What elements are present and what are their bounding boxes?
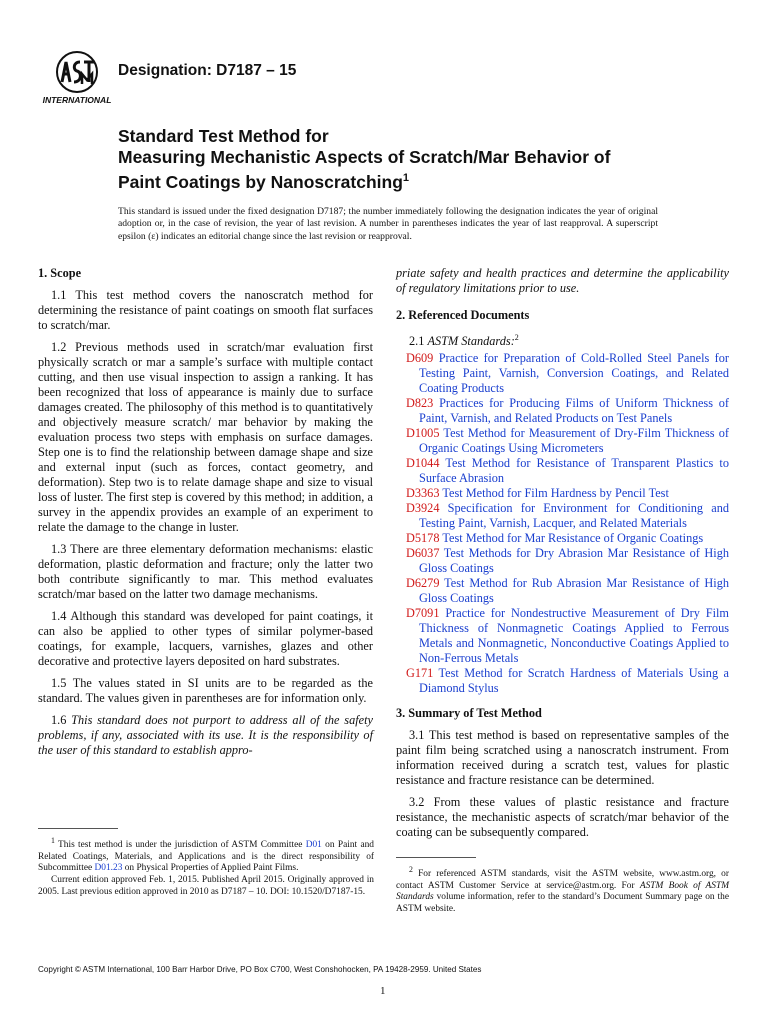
subcommittee-link[interactable]: D01.23 bbox=[94, 863, 123, 874]
document-title bbox=[118, 126, 738, 193]
scope-1-6: 1.6 This standard does not purport to address all of the safety problems, if any, associated with its use. It is the responsibility of the user of this standard to establish appro- bbox=[38, 713, 373, 757]
reference-code-link[interactable]: D5178 bbox=[406, 531, 440, 546]
scope-1-3: 1.3 There are three elementary deformation mechanisms: elastic deformation, plastic deformation and fracture; only the latter two both contribute significantly to mar. This method evaluates scratch/mar based on the latter two damage mechanisms. bbox=[38, 542, 373, 601]
scope-1-1: 1.1 This test method covers the nanoscratch method for determining the resistance of paint coatings on smooth flat surfaces to scratch/mar. bbox=[38, 288, 373, 332]
reference-item bbox=[406, 531, 729, 546]
summary-heading: 3. Summary of Test Method bbox=[396, 706, 542, 721]
reference-item bbox=[406, 606, 729, 666]
title-line-1: Standard Test Method for bbox=[118, 126, 329, 146]
scope-heading: 1. Scope bbox=[38, 266, 82, 280]
reference-item bbox=[406, 501, 729, 531]
left-column bbox=[38, 266, 373, 765]
copyright-line: Copyright © ASTM International, 100 Barr Harbor Drive, PO Box C700, West Conshohocken, PA 19428-2959. United States bbox=[38, 965, 482, 974]
reference-title-link[interactable]: Test Method for Mar Resistance of Organic Coatings bbox=[439, 531, 704, 546]
footnote-2: $^2$ For referenced ASTM standards, visit the ASTM website, www.astm.org, or contact ASTM Customer Service at service@astm.org. For ASTM Book of ASTM Standards volume information, refer to the standard’s Document Summary page on the ASTM website. bbox=[396, 857, 729, 916]
reference-item bbox=[406, 576, 729, 606]
committee-link[interactable]: D01 bbox=[305, 840, 322, 851]
reference-code-link[interactable]: D609 bbox=[406, 351, 434, 366]
footnote-1: $^1$ This test method is under the jurisdiction of ASTM Committee D01 on Paint and Related Coatings, Materials, and Applications and is the direct responsibility of Subcommittee D01.23 on Physical Properties of Applied Paint Films. Current edition approved Feb. 1, 2015. Published April 2015. Originally approved in 2005. Last previous edition approved in 2010 as D7187 – 10. DOI: 10.1520/D7187-15. bbox=[38, 828, 374, 898]
reference-list bbox=[406, 351, 729, 696]
reference-item bbox=[406, 666, 729, 696]
reference-code-link[interactable]: D3363 bbox=[406, 486, 440, 501]
reference-code-link[interactable]: D6037 bbox=[406, 546, 440, 561]
footnote-rule bbox=[38, 828, 118, 829]
reference-item bbox=[406, 426, 729, 456]
reference-item bbox=[406, 351, 729, 396]
reference-code-link[interactable]: D7091 bbox=[406, 606, 440, 621]
reference-title-link[interactable]: Practice for Preparation of Cold-Rolled Steel Panels for Testing Paint, Varnish, Conversion Coatings, and Related Coating Products bbox=[419, 351, 729, 396]
astm-standards-label: 2.1 ASTM Standards:$^2$ bbox=[409, 333, 519, 349]
reference-item bbox=[406, 396, 729, 426]
title-line-2: Measuring Mechanistic Aspects of Scratch/Mar Behavior of bbox=[118, 147, 611, 167]
reference-code-link[interactable]: D6279 bbox=[406, 576, 440, 591]
footnote-rule bbox=[396, 857, 476, 858]
reference-title-link[interactable]: Test Method for Rub Abrasion Mar Resistance of High Gloss Coatings bbox=[419, 576, 729, 606]
reference-title-link[interactable]: Practice for Nondestructive Measurement of Dry Film Thickness of Nonmagnetic Coatings Applied to Ferrous Metals and Nonmagnetic, Nonconductive Coatings Applied to Non-Ferrous Metals bbox=[419, 606, 729, 666]
reference-code-link[interactable]: D823 bbox=[406, 396, 434, 411]
designation: Designation: D7187 – 15 bbox=[118, 62, 297, 79]
reference-title-link[interactable]: Test Method for Measurement of Dry-Film Thickness of Organic Coatings Using Micrometers bbox=[419, 426, 729, 456]
scope-1-6-continued: priate safety and health practices and determine the applicability of regulatory limitations prior to use. bbox=[396, 266, 729, 295]
title-line-3: Paint Coatings by Nanoscratching$^1$ bbox=[118, 171, 410, 192]
reference-code-link[interactable]: D3924 bbox=[406, 501, 440, 516]
reference-title-link[interactable]: Test Method for Film Hardness by Pencil Test bbox=[439, 486, 669, 501]
right-column bbox=[396, 266, 729, 847]
references-heading: 2. Referenced Documents bbox=[396, 308, 530, 322]
reference-title-link[interactable]: Test Method for Resistance of Transparent Plastics to Surface Abrasion bbox=[419, 456, 729, 486]
reference-title-link[interactable]: Specification for Environment for Conditioning and Testing Paint, Varnish, Lacquer, and Related Materials bbox=[419, 501, 729, 531]
page-number: 1 bbox=[380, 985, 386, 997]
reference-item bbox=[406, 456, 729, 486]
reference-code-link[interactable]: D1044 bbox=[406, 456, 440, 471]
reference-title-link[interactable]: Test Method for Scratch Hardness of Materials Using a Diamond Stylus bbox=[419, 666, 729, 696]
reference-title-link[interactable]: Practices for Producing Films of Uniform Thickness of Paint, Varnish, and Related Products on Test Panels bbox=[419, 396, 729, 426]
logo-text: INTERNATIONAL bbox=[42, 95, 112, 105]
scope-1-4: 1.4 Although this standard was developed for paint coatings, it can also be applied to other types of similar polymer-based coatings, for example, lacquers, varnishes, glazes and other decorative and protective layers deposited on hard substrates. bbox=[38, 609, 373, 668]
edition-note: Current edition approved Feb. 1, 2015. Published April 2015. Originally approved in 2005. Last previous edition approved in 2010 as D7187 – 10. DOI: 10.1520/D7187-15. bbox=[38, 874, 374, 897]
reference-code-link[interactable]: D1005 bbox=[406, 426, 440, 441]
reference-title-link[interactable]: Test Methods for Dry Abrasion Mar Resistance of High Gloss Coatings bbox=[419, 546, 729, 576]
reference-item bbox=[406, 546, 729, 576]
summary-3-2: 3.2 From these values of plastic resistance and fracture resistance, the mechanistic aspects of scratch/mar behavior of the coating can be subsequently compared. bbox=[396, 795, 729, 840]
summary-3-1: 3.1 This test method is based on representative samples of the paint film being scratched using a nanoscratch instrument. From information received during a scratch test, values for plastic resistance and fracture resistance can be determined. bbox=[396, 728, 729, 788]
standard-notice: This standard is issued under the fixed designation D7187; the number immediately following the designation indicates the year of original adoption or, in the case of revision, the year of last revision. A number in parentheses indicates the year of last reapproval. A superscript epsilon (ε) indicates an editorial change since the last revision or reapproval. bbox=[118, 206, 658, 242]
title-footnote-marker: 1 bbox=[402, 172, 410, 184]
astm-logo bbox=[42, 50, 112, 106]
scope-1-2: 1.2 Previous methods used in scratch/mar evaluation first physically scratch or mar a sample’s surface with multiple contact cutting, and then use visual inspection to assign a ranking. It has been recognized that loss of appearance is mainly due to surface damages created. The philosophy of this method is to quantitatively and objectively measure scratch/ mar behavior by making the evaluation process two steps with emphasis on surface damages. Step one is to find the relationship between damage shape and size and external input (such as forces, contact geometry, and deformation). Step two is to relate damage shape and size to visual loss of luster. The first step is covered by this method; in addition, a survey in the appendix provides an example of an experiment to relate the damage to the change in luster. bbox=[38, 340, 373, 534]
reference-code-link[interactable]: G171 bbox=[406, 666, 434, 681]
scope-1-5: 1.5 The values stated in SI units are to be regarded as the standard. The values given in parentheses are for information only. bbox=[38, 676, 373, 705]
reference-item bbox=[406, 486, 729, 501]
